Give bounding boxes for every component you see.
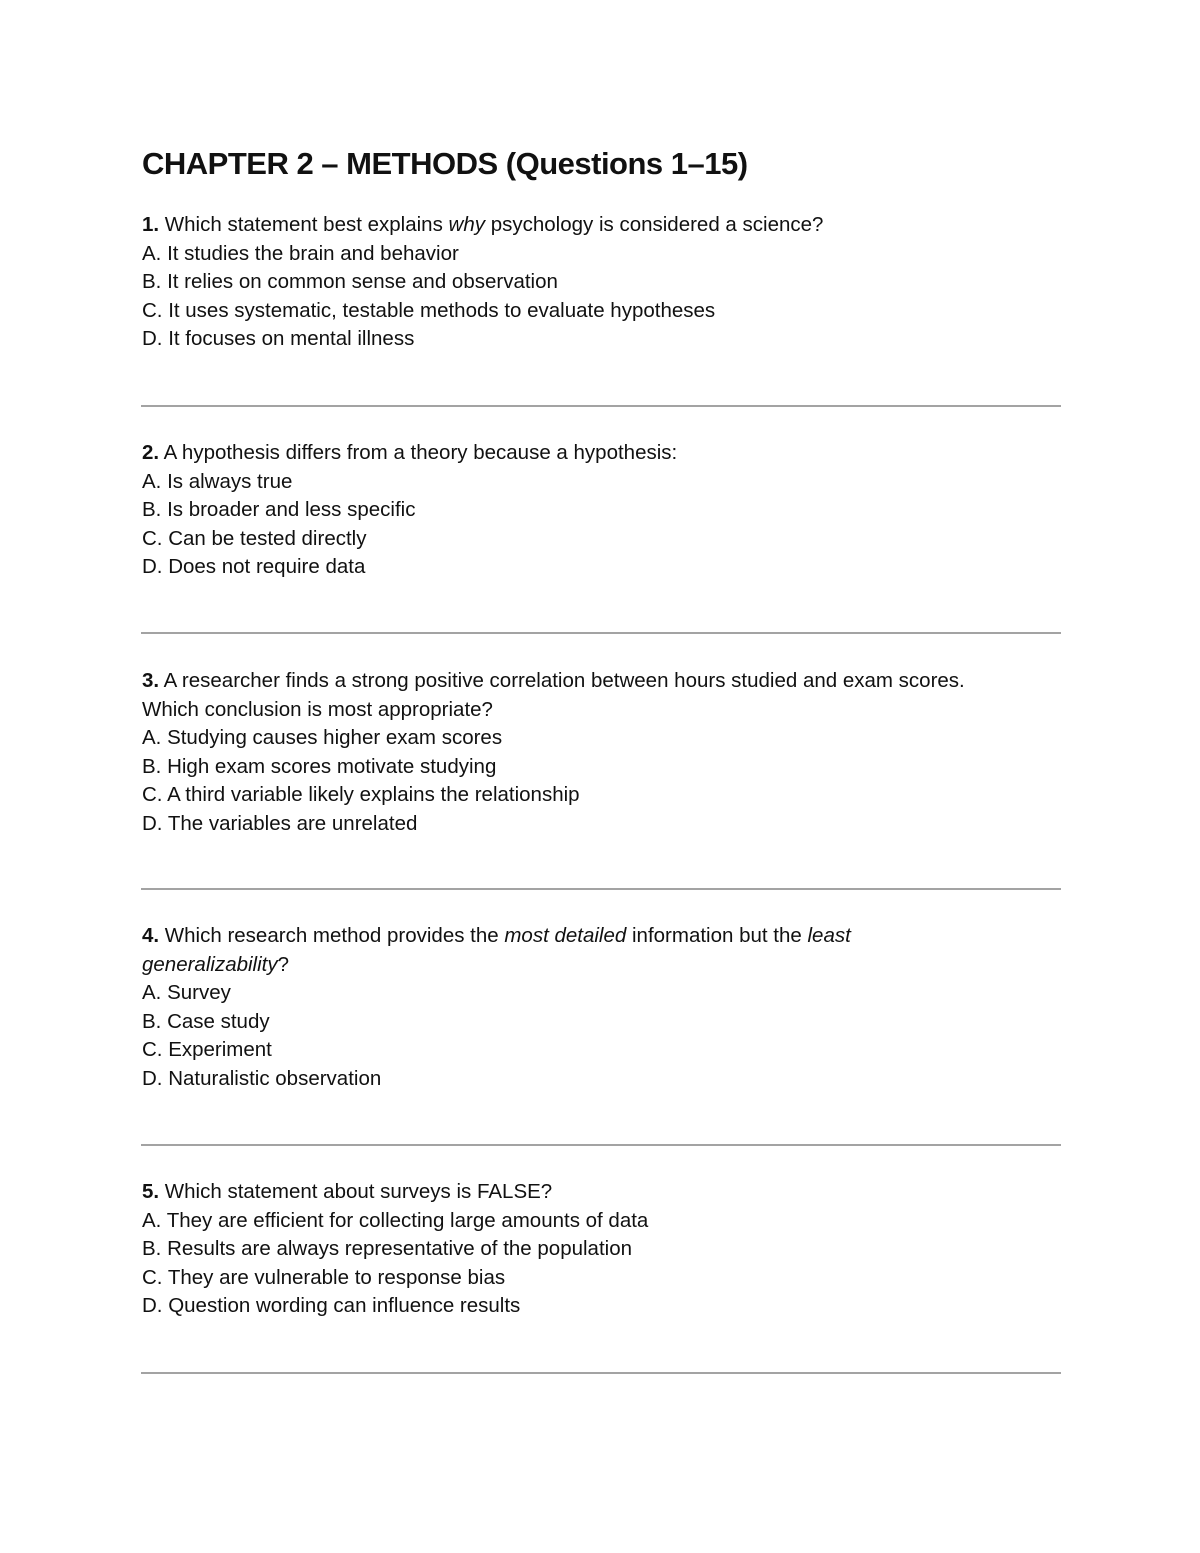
answer-option: B. Is broader and less specific xyxy=(142,498,416,522)
divider xyxy=(141,405,1061,407)
question-text: Which conclusion is most appropriate? xyxy=(142,697,493,721)
question-4 xyxy=(142,922,1062,1094)
question-text: Which research method provides the xyxy=(159,924,505,947)
question-number: 5. xyxy=(142,1180,160,1203)
answer-option: D. Question wording can influence results xyxy=(142,1294,521,1318)
answer-option: A. It studies the brain and behavior xyxy=(142,241,459,265)
question-number: 3. xyxy=(142,669,160,692)
answer-option: C. They are vulnerable to response bias xyxy=(142,1265,506,1289)
question-stem-line xyxy=(142,439,1062,468)
answer-option: A. They are efficient for collecting large amounts of data xyxy=(142,1208,649,1232)
question-text: information but the xyxy=(626,924,808,947)
question-stem-line xyxy=(142,696,1062,725)
answer-option: A. Survey xyxy=(142,981,231,1005)
answer-option: C. A third variable likely explains the relationship xyxy=(142,783,580,807)
divider xyxy=(141,1144,1061,1146)
divider xyxy=(141,1372,1061,1374)
question-stem-line xyxy=(142,951,1062,980)
divider xyxy=(141,632,1061,634)
emphasized-text: most detailed xyxy=(504,924,627,947)
question-2 xyxy=(142,439,1062,582)
question-text: Which statement about surveys is FALSE? xyxy=(159,1180,553,1203)
divider xyxy=(141,888,1061,890)
question-5 xyxy=(142,1178,1062,1321)
question-number: 1. xyxy=(142,213,160,236)
question-stem-line xyxy=(142,922,1062,951)
emphasized-text: generalizability xyxy=(142,952,278,976)
question-text: psychology is considered a science? xyxy=(485,213,824,236)
question-number: 2. xyxy=(142,441,160,464)
question-number: 4. xyxy=(142,924,160,947)
page-title: CHAPTER 2 – METHODS (Questions 1–15) xyxy=(142,146,748,181)
question-stem-line xyxy=(142,211,1062,240)
question-stem-line xyxy=(142,1178,1062,1207)
question-text: Which statement best explains xyxy=(159,213,449,236)
emphasized-text: why xyxy=(448,213,485,236)
question-3 xyxy=(142,667,1062,839)
answer-option: D. It focuses on mental illness xyxy=(142,327,415,351)
answer-option: A. Studying causes higher exam scores xyxy=(142,726,503,750)
answer-option: D. Does not require data xyxy=(142,555,366,579)
answer-option: D. Naturalistic observation xyxy=(142,1066,382,1090)
answer-option: C. Can be tested directly xyxy=(142,526,367,550)
question-text: A hypothesis differs from a theory because a hypothesis: xyxy=(159,441,678,464)
question-1 xyxy=(142,211,1062,354)
answer-option: A. Is always true xyxy=(142,469,293,493)
question-text: ? xyxy=(277,952,290,976)
emphasized-text: least xyxy=(807,924,851,947)
answer-option: B. Case study xyxy=(142,1009,270,1033)
answer-option: C. Experiment xyxy=(142,1038,272,1062)
answer-option: B. It relies on common sense and observation xyxy=(142,270,558,294)
question-text: A researcher finds a strong positive correlation between hours studied and exam scores. xyxy=(159,669,965,692)
answer-option: B. Results are always representative of the population xyxy=(142,1237,632,1261)
question-stem-line xyxy=(142,667,1062,696)
answer-option: D. The variables are unrelated xyxy=(142,811,418,835)
answer-option: B. High exam scores motivate studying xyxy=(142,754,497,778)
answer-option: C. It uses systematic, testable methods to evaluate hypotheses xyxy=(142,298,716,322)
